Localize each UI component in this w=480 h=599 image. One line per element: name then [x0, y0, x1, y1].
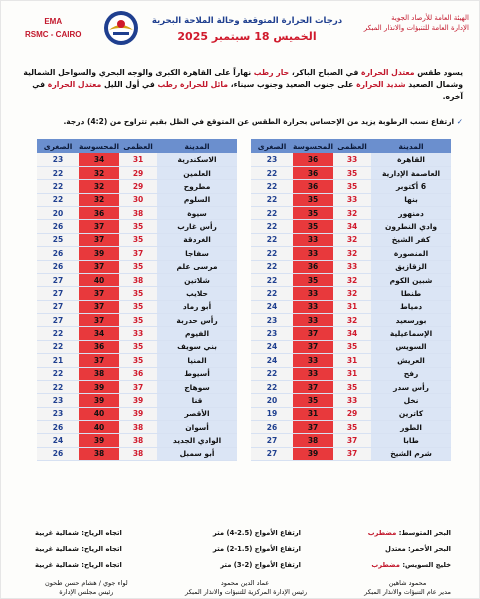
cell-city: دمياط — [371, 300, 451, 313]
table-row — [37, 193, 237, 206]
cell-feel: 32 — [79, 166, 119, 179]
cell-max: 32 — [333, 247, 371, 260]
cell-feel: 39 — [79, 434, 119, 447]
cell-min: 22 — [251, 207, 293, 220]
cell-city: شبين الكوم — [371, 273, 451, 286]
cell-max: 29 — [333, 407, 371, 420]
cell-max: 31 — [333, 367, 371, 380]
cell-min: 27 — [251, 447, 293, 460]
cell-min: 22 — [251, 273, 293, 286]
table-row — [37, 407, 237, 420]
table-row — [37, 354, 237, 367]
table-row — [251, 220, 451, 233]
cell-max: 39 — [119, 407, 157, 420]
cell-city: الزقازيق — [371, 260, 451, 273]
ema-label: EMA — [44, 17, 63, 26]
col-min: الصغرى — [251, 139, 293, 153]
header — [7, 7, 473, 63]
cell-feel: 34 — [79, 153, 119, 166]
table-row — [37, 233, 237, 246]
check-icon: ✓ — [456, 117, 463, 126]
cell-max: 31 — [333, 354, 371, 367]
cell-max: 35 — [333, 340, 371, 353]
cell-feel: 37 — [293, 380, 333, 393]
cell-feel: 40 — [79, 421, 119, 434]
cell-city: العاصمة الإدارية — [371, 166, 451, 179]
table-row — [37, 260, 237, 273]
cell-city: المنصورة — [371, 247, 451, 260]
cell-min: 22 — [37, 180, 79, 193]
col-max: العظمى — [333, 139, 371, 153]
cell-min: 23 — [251, 327, 293, 340]
cell-feel: 35 — [293, 220, 333, 233]
cell-max: 37 — [119, 380, 157, 393]
cell-city: بني سويف — [157, 340, 237, 353]
cell-max: 35 — [119, 300, 157, 313]
signature-3: لواء جوي / هشام حسن طحون رئيس مجلس الإدارة — [45, 579, 128, 596]
cell-feel: 33 — [293, 233, 333, 246]
cell-feel: 37 — [293, 421, 333, 434]
cell-feel: 33 — [293, 287, 333, 300]
cell-feel: 37 — [79, 314, 119, 327]
table-row — [37, 166, 237, 179]
cell-min: 22 — [251, 233, 293, 246]
cell-min: 22 — [251, 367, 293, 380]
cell-min: 22 — [251, 260, 293, 273]
cell-min: 22 — [251, 193, 293, 206]
cell-min: 25 — [37, 233, 79, 246]
cell-max: 33 — [333, 193, 371, 206]
cell-feel: 35 — [293, 394, 333, 407]
table-row — [251, 394, 451, 407]
cell-max: 34 — [333, 220, 371, 233]
red-sea-state: البحر الأحمر: معتدل — [385, 545, 451, 553]
cell-city: دمنهور — [371, 207, 451, 220]
cell-min: 23 — [37, 407, 79, 420]
table-row — [37, 247, 237, 260]
cell-feel: 33 — [293, 367, 333, 380]
table-row — [37, 314, 237, 327]
col-city: المدينة — [371, 139, 451, 153]
table-row — [37, 273, 237, 286]
table-row — [251, 421, 451, 434]
cell-max: 29 — [119, 166, 157, 179]
table-row — [251, 207, 451, 220]
cell-max: 38 — [119, 434, 157, 447]
table-row — [251, 380, 451, 393]
table-row — [37, 207, 237, 220]
cell-feel: 39 — [293, 447, 333, 460]
cell-min: 22 — [251, 287, 293, 300]
table-row — [251, 193, 451, 206]
table-row — [37, 367, 237, 380]
cell-max: 35 — [333, 180, 371, 193]
col-city: المدينة — [157, 139, 237, 153]
table-row — [251, 166, 451, 179]
table-row — [37, 380, 237, 393]
temperature-table-left — [37, 139, 237, 461]
cell-min: 24 — [251, 340, 293, 353]
cell-max: 37 — [333, 447, 371, 460]
cell-min: 22 — [37, 367, 79, 380]
cell-feel: 37 — [79, 354, 119, 367]
table-row — [37, 220, 237, 233]
cell-max: 38 — [119, 447, 157, 460]
cell-min: 22 — [37, 327, 79, 340]
table-row — [251, 233, 451, 246]
cell-city: رفح — [371, 367, 451, 380]
cell-city: وادي النطرون — [371, 220, 451, 233]
cell-feel: 37 — [79, 287, 119, 300]
table-row — [37, 340, 237, 353]
cell-city: أسيوط — [157, 367, 237, 380]
cell-city: الغردقة — [157, 233, 237, 246]
cell-city: أبو سمبل — [157, 447, 237, 460]
cell-feel: 36 — [293, 166, 333, 179]
cell-max: 36 — [119, 367, 157, 380]
cell-feel: 37 — [293, 340, 333, 353]
cell-max: 35 — [333, 166, 371, 179]
authority-line1: الهيئة العامة للأرصاد الجوية — [391, 14, 469, 22]
table-row — [37, 153, 237, 166]
cell-feel: 33 — [293, 354, 333, 367]
table-row — [251, 447, 451, 460]
cell-feel: 32 — [79, 180, 119, 193]
cell-min: 26 — [37, 421, 79, 434]
cell-feel: 36 — [293, 180, 333, 193]
signature-2: عماد الدين محمود رئيس الإدارة المركزية للتنبؤات والانذار المبكر — [185, 579, 308, 596]
cell-feel: 31 — [293, 407, 333, 420]
cell-min: 27 — [37, 314, 79, 327]
cell-max: 33 — [333, 394, 371, 407]
cell-min: 23 — [251, 314, 293, 327]
cell-city: رأس سدر — [371, 380, 451, 393]
table-row — [37, 300, 237, 313]
cell-city: كاترين — [371, 407, 451, 420]
cell-max: 35 — [119, 340, 157, 353]
cell-max: 35 — [119, 233, 157, 246]
cell-feel: 39 — [79, 394, 119, 407]
cell-max: 37 — [333, 434, 371, 447]
table-row — [251, 300, 451, 313]
cell-city: بنها — [371, 193, 451, 206]
cell-city: شرم الشيخ — [371, 447, 451, 460]
cell-city: الوادي الجديد — [157, 434, 237, 447]
cell-city: طابا — [371, 434, 451, 447]
cell-min: 27 — [37, 273, 79, 286]
med-sea-waves: ارتفاع الأمواج (2.5-4) متر — [212, 529, 301, 537]
cell-city: أسوان — [157, 421, 237, 434]
cell-min: 19 — [251, 407, 293, 420]
cell-feel: 33 — [293, 300, 333, 313]
cell-min: 26 — [37, 260, 79, 273]
cell-min: 27 — [37, 287, 79, 300]
table-row — [251, 287, 451, 300]
table-row — [251, 354, 451, 367]
table-row — [37, 394, 237, 407]
cell-city: الفيوم — [157, 327, 237, 340]
cell-min: 22 — [37, 193, 79, 206]
cell-city: رأس حدربة — [157, 314, 237, 327]
cell-max: 32 — [333, 233, 371, 246]
cell-max: 37 — [119, 247, 157, 260]
cell-city: المنيا — [157, 354, 237, 367]
table-row — [251, 260, 451, 273]
cell-max: 31 — [333, 300, 371, 313]
cell-min: 22 — [251, 180, 293, 193]
forecast-date: الخميس 18 سبتمبر 2025 — [177, 30, 317, 43]
cell-feel: 40 — [79, 273, 119, 286]
cell-max: 35 — [119, 220, 157, 233]
table-row — [251, 273, 451, 286]
med-sea-wind: اتجاه الرياح: شمالية غربية — [35, 529, 122, 537]
cell-city: السلوم — [157, 193, 237, 206]
cell-city: أبو رماد — [157, 300, 237, 313]
cell-min: 27 — [37, 300, 79, 313]
cell-city: حلايب — [157, 287, 237, 300]
cell-max: 29 — [119, 180, 157, 193]
red-sea-waves: ارتفاع الأمواج (1.5-2) متر — [212, 545, 301, 553]
cell-min: 22 — [37, 340, 79, 353]
authority-name — [337, 13, 469, 33]
cell-max: 35 — [119, 314, 157, 327]
cell-city: قنا — [157, 394, 237, 407]
cell-max: 39 — [119, 394, 157, 407]
page-title: درجات الحرارة المتوقعة وحالة الملاحة البحرية — [151, 16, 343, 26]
cell-min: 23 — [251, 153, 293, 166]
cell-feel: 38 — [79, 447, 119, 460]
cell-max: 34 — [333, 327, 371, 340]
cell-city: سفاجا — [157, 247, 237, 260]
table-row — [37, 447, 237, 460]
cell-max: 35 — [119, 260, 157, 273]
cell-feel: 34 — [79, 327, 119, 340]
cell-city: السويس — [371, 340, 451, 353]
cell-city: سوهاج — [157, 380, 237, 393]
sea-state — [35, 527, 451, 575]
humidity-note: ✓ ارتفاع نسب الرطوبة يزيد من الإحساس بحرارة الطقس عن المتوقع في الظل بقيم تتراوح من (4:2) درجة. — [63, 117, 463, 126]
cell-min: 23 — [37, 153, 79, 166]
cell-city: العريش — [371, 354, 451, 367]
cell-feel: 32 — [79, 193, 119, 206]
cell-max: 32 — [333, 287, 371, 300]
cell-feel: 37 — [79, 260, 119, 273]
gulf-wind: اتجاه الرياح: شمالية غربية — [35, 561, 122, 569]
cell-min: 21 — [37, 354, 79, 367]
cell-city: العلمين — [157, 166, 237, 179]
cell-max: 30 — [119, 193, 157, 206]
col-feel: المحسوسة — [293, 139, 333, 153]
cell-max: 32 — [333, 273, 371, 286]
cell-max: 33 — [333, 260, 371, 273]
table-row — [251, 247, 451, 260]
cell-max: 33 — [119, 327, 157, 340]
cell-min: 26 — [37, 220, 79, 233]
temperature-table-right — [251, 139, 451, 461]
cell-city: مرسى علم — [157, 260, 237, 273]
cell-feel: 38 — [293, 434, 333, 447]
cell-min: 27 — [251, 434, 293, 447]
red-sea-wind: اتجاه الرياح: شمالية غربية — [35, 545, 122, 553]
weather-summary: يسود طقس معتدل الحرارة في الصباح الباكر، حار رطب نهاراً على القاهرة الكبرى والوجه البحري والسواحل الشمالية وشمال الصعيد شديد الحرارة على جنوب الصعيد وجنوب سيناء، مائل للحرارة رطب في أول الليل معتدل الحرارة في آخره. — [23, 68, 463, 101]
table-row — [251, 434, 451, 447]
cell-feel: 35 — [293, 273, 333, 286]
cell-min: 20 — [251, 394, 293, 407]
cell-feel: 36 — [79, 207, 119, 220]
cell-max: 35 — [119, 354, 157, 367]
table-row — [37, 287, 237, 300]
cell-feel: 37 — [293, 327, 333, 340]
cell-city: الاسكندرية — [157, 153, 237, 166]
agency-code — [25, 15, 81, 41]
cell-min: 26 — [251, 421, 293, 434]
cell-max: 31 — [119, 153, 157, 166]
table-row — [37, 327, 237, 340]
gulf-state: خليج السويس: مضطرب — [371, 561, 451, 569]
table-row — [251, 367, 451, 380]
cell-max: 35 — [333, 380, 371, 393]
cell-min: 20 — [37, 207, 79, 220]
cell-city: رأس غارب — [157, 220, 237, 233]
cell-max: 33 — [333, 153, 371, 166]
cell-city: 6 أكتوبر — [371, 180, 451, 193]
gulf-waves: ارتفاع الأمواج (2-3) متر — [220, 561, 301, 569]
table-row — [251, 314, 451, 327]
table-row — [251, 407, 451, 420]
cell-min: 22 — [251, 247, 293, 260]
cell-max: 38 — [119, 421, 157, 434]
col-max: العظمى — [119, 139, 157, 153]
cell-min: 22 — [251, 166, 293, 179]
cell-feel: 37 — [79, 233, 119, 246]
ema-logo-icon — [103, 10, 139, 46]
cell-city: كفر الشيخ — [371, 233, 451, 246]
cell-min: 22 — [251, 220, 293, 233]
cell-city: مطروح — [157, 180, 237, 193]
table-row — [37, 180, 237, 193]
cell-max: 35 — [119, 287, 157, 300]
cell-city: بورسعيد — [371, 314, 451, 327]
cell-feel: 37 — [79, 300, 119, 313]
cell-max: 35 — [333, 421, 371, 434]
cell-feel: 35 — [293, 193, 333, 206]
cell-min: 23 — [37, 394, 79, 407]
col-min: الصغرى — [37, 139, 79, 153]
cell-city: نخل — [371, 394, 451, 407]
cell-feel: 37 — [79, 220, 119, 233]
signature-1: محمود شاهين مدير عام التنبؤات والانذار المبكر — [364, 579, 451, 596]
cell-city: شلاتين — [157, 273, 237, 286]
table-row — [37, 421, 237, 434]
cell-city: الأقصر — [157, 407, 237, 420]
table-row — [251, 180, 451, 193]
cell-feel: 40 — [79, 407, 119, 420]
cell-feel: 39 — [79, 380, 119, 393]
table-row — [37, 434, 237, 447]
cell-min: 26 — [37, 447, 79, 460]
cell-feel: 36 — [79, 340, 119, 353]
med-sea-state: البحر المتوسط: مضطرب — [367, 529, 451, 537]
cell-min: 22 — [37, 166, 79, 179]
cell-feel: 35 — [293, 207, 333, 220]
table-row — [251, 327, 451, 340]
rsmc-label: RSMC - CAIRO — [25, 30, 82, 39]
cell-max: 32 — [333, 207, 371, 220]
col-feel: المحسوسة — [79, 139, 119, 153]
table-row — [251, 340, 451, 353]
cell-city: الطور — [371, 421, 451, 434]
cell-city: القاهرة — [371, 153, 451, 166]
cell-feel: 33 — [293, 314, 333, 327]
cell-city: الإسماعيلية — [371, 327, 451, 340]
authority-line2: الإدارة العامة للتنبؤات والانذار المبكر — [363, 24, 469, 32]
cell-min: 24 — [251, 354, 293, 367]
cell-city: طنطا — [371, 287, 451, 300]
cell-min: 26 — [37, 247, 79, 260]
cell-min: 24 — [251, 300, 293, 313]
table-row — [251, 153, 451, 166]
cell-max: 38 — [119, 207, 157, 220]
cell-min: 24 — [37, 434, 79, 447]
signatures — [35, 579, 451, 599]
cell-max: 38 — [119, 273, 157, 286]
cell-min: 22 — [251, 380, 293, 393]
cell-feel: 36 — [293, 153, 333, 166]
cell-min: 22 — [37, 380, 79, 393]
cell-feel: 38 — [79, 367, 119, 380]
cell-feel: 33 — [293, 247, 333, 260]
cell-feel: 36 — [293, 260, 333, 273]
cell-max: 32 — [333, 314, 371, 327]
cell-feel: 39 — [79, 247, 119, 260]
cell-city: سيوة — [157, 207, 237, 220]
